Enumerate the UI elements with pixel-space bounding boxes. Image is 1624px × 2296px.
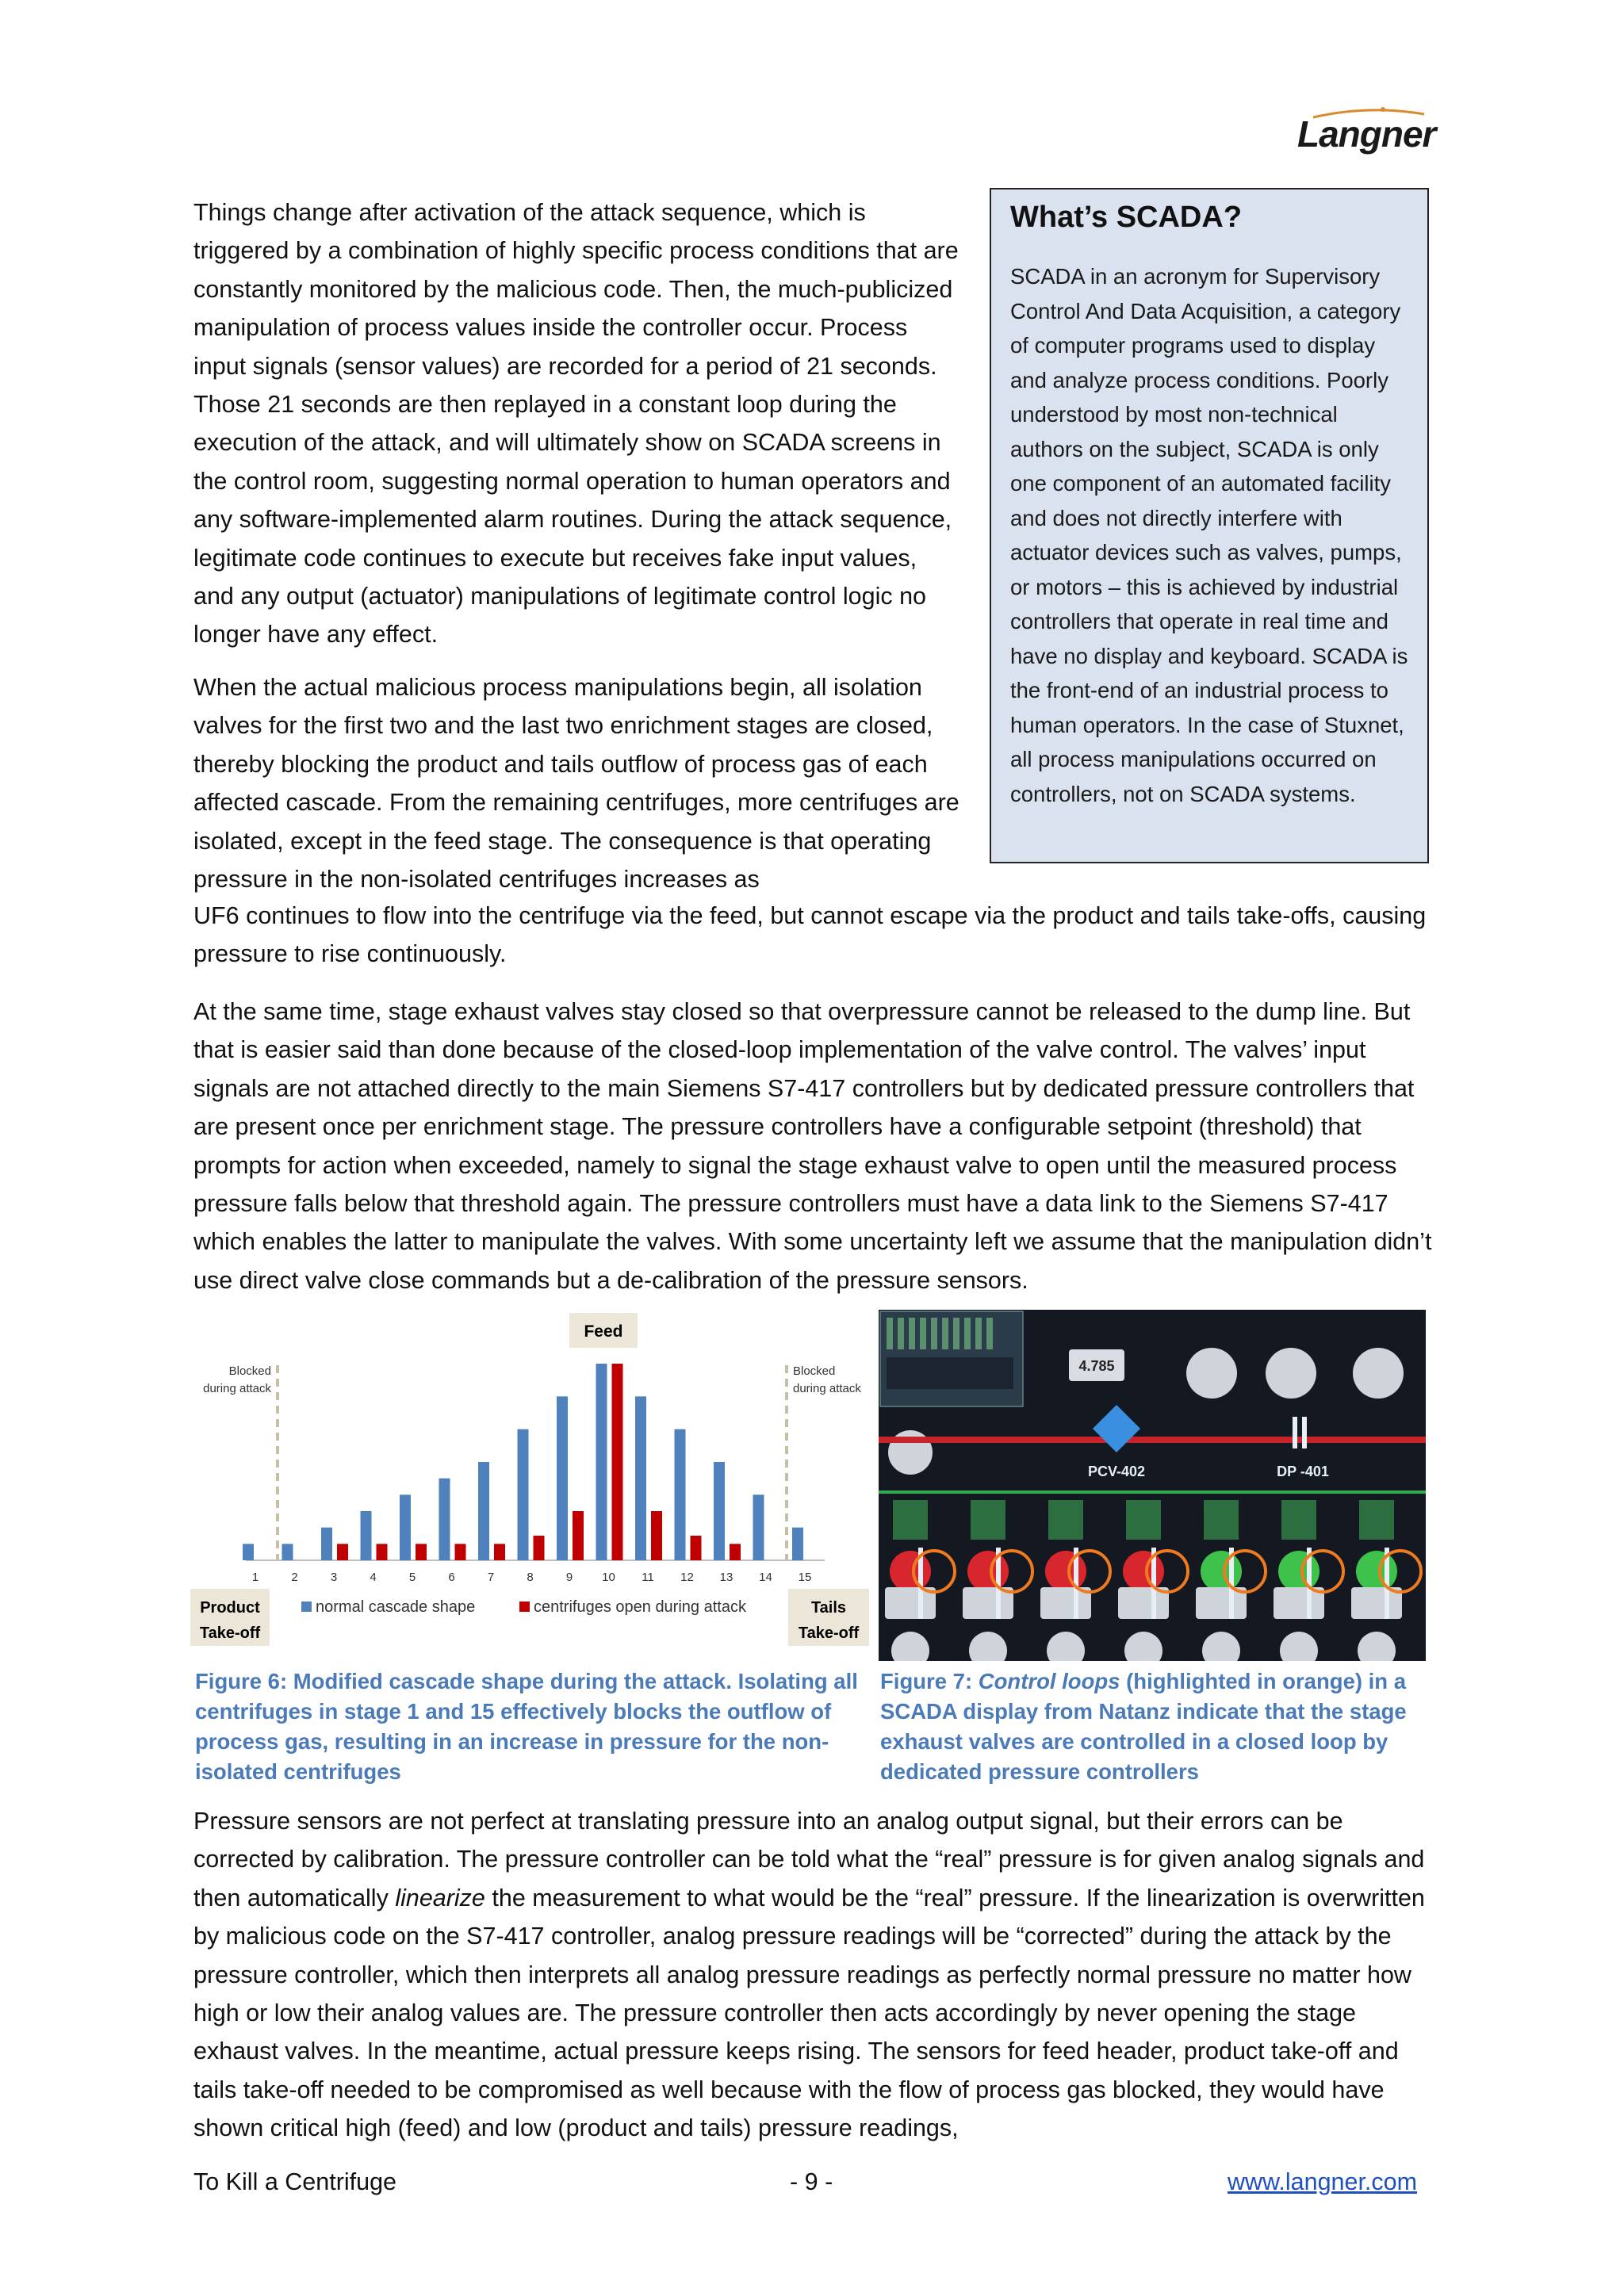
tails-label-line2: Take-off	[798, 1624, 860, 1642]
bar-normal-stage-7	[478, 1462, 489, 1560]
bar-normal-stage-4	[361, 1511, 372, 1560]
bar-attack-stage-4	[377, 1544, 388, 1560]
x-tick-label: 14	[759, 1571, 772, 1584]
x-tick-label: 15	[798, 1571, 812, 1584]
body-paragraph-4-emphasis: linearize	[395, 1884, 485, 1911]
x-tick-label: 13	[719, 1571, 733, 1584]
legend-label-attack: centrifuges open during attack	[534, 1598, 746, 1616]
info-box-text: SCADA in an acronym for Supervisory Control And Data Acquisition, a category of computer programs used to display and analyze process conditions. Poorly understood by most non-technical authors on the subject, SCADA is only one component of an automated facility and does not directly interfere with actuator devices such as valves, pumps, or motors – this is achieved by industrial controllers that operate in real time and have no display and keyboard. SCADA is the front-end of an industrial process to human operators. In the case of Stuxnet, all process manipulations occurred on controllers, not on SCADA systems.	[1010, 264, 1408, 806]
x-tick-label: 9	[565, 1571, 573, 1584]
bar-attack-stage-13	[730, 1544, 741, 1560]
x-tick-label: 3	[330, 1571, 338, 1584]
cascade-bar-chart	[190, 1308, 874, 1649]
x-tick-label: 1	[251, 1571, 259, 1584]
bar-normal-stage-1	[243, 1544, 254, 1560]
info-box-title: What’s SCADA?	[1010, 201, 1243, 234]
bar-attack-stage-8	[534, 1536, 545, 1560]
tails-label-line1: Tails	[810, 1599, 847, 1617]
x-tick-label: 2	[291, 1571, 298, 1584]
footer-website-link[interactable]: www.langner.com	[1228, 2168, 1418, 2195]
figure-7-caption-prefix: Figure 7:	[880, 1669, 979, 1693]
x-tick-label: 6	[448, 1571, 455, 1584]
product-label-line2: Take-off	[199, 1624, 261, 1642]
bar-attack-stage-9	[573, 1511, 584, 1560]
bar-attack-stage-11	[651, 1511, 662, 1560]
legend-label-normal: normal cascade shape	[316, 1598, 476, 1616]
figure-7-caption-emphasis: Control loops	[978, 1669, 1120, 1693]
gauge-value: 4.785	[1078, 1358, 1115, 1374]
bar-attack-stage-10	[612, 1364, 623, 1560]
bar-normal-stage-3	[321, 1528, 332, 1560]
bar-normal-stage-6	[439, 1479, 450, 1560]
bar-normal-stage-8	[518, 1429, 529, 1560]
figure-6-caption: Figure 6: Modified cascade shape during the attack. Isolating all centrifuges in stage 1 and 15 effectively blocks the outflow of process gas, resulting in an increase in pressure for the non-isolated centrifuges	[195, 1669, 858, 1784]
body-paragraph-4-part-a: Pressure sensors are not perfect at translating pressure into an analog output signal, but their errors can be corrected by calibration. The pressure controller can be told what the “real” pressure is for given analog signals and then automatically	[193, 1808, 1425, 1911]
x-tick-label: 5	[408, 1571, 416, 1584]
bar-attack-stage-3	[337, 1544, 348, 1560]
figure-7-caption-rest: (highlighted in orange) in a SCADA display from Natanz indicate that the stage exhaust valves are controlled in a closed loop by dedicated pressure controllers	[880, 1669, 1407, 1784]
bar-normal-stage-14	[753, 1494, 764, 1560]
x-tick-label: 10	[602, 1571, 615, 1584]
bar-attack-stage-7	[494, 1544, 505, 1560]
valve-label-pcv402: PCV-402	[1087, 1464, 1146, 1479]
x-tick-label: 4	[370, 1571, 377, 1584]
blocked-left-label-line1: Blocked	[228, 1364, 271, 1378]
body-paragraph-2-continued: UF6 continues to flow into the centrifuge via the feed, but cannot escape via the product and tails take-offs, causing pressure to rise continuously.	[193, 902, 1427, 968]
figure-6-chart	[190, 1308, 874, 1649]
bar-normal-stage-12	[675, 1429, 686, 1560]
legend-swatch-attack	[519, 1601, 530, 1612]
bar-normal-stage-10	[596, 1364, 607, 1560]
x-tick-label: 12	[680, 1571, 694, 1584]
logo-wordmark: Langner	[1297, 113, 1436, 155]
body-paragraph-4	[193, 1802, 1446, 2148]
bar-attack-stage-5	[416, 1544, 427, 1560]
blocked-left-label-line2: during attack	[203, 1382, 271, 1395]
product-label-line1: Product	[200, 1599, 260, 1617]
body-paragraph-1: Things change after activation of the attack sequence, which is triggered by a combination of highly specific process conditions that are constantly monitored by the malicious code. Then, the much-publicized manipulation of process values inside the controller occur. Process input signals (sensor values) are recorded for a period of 21 seconds. Those 21 seconds are then replayed in a constant loop during the execution of the attack, and will ultimately show on SCADA screens in the control room, suggesting normal operation to human operators and any software-implemented alarm routines. During the attack sequence, legitimate code continues to execute but receives fake input values, and any output (actuator) manipulations of legitimate control logic no longer have any effect.	[193, 199, 959, 649]
x-tick-label: 7	[487, 1571, 495, 1584]
figure-7-scada-screenshot	[879, 1310, 1426, 1661]
valve-label-dp401: DP -401	[1277, 1464, 1329, 1479]
blocked-right-label-line2: during attack	[793, 1382, 861, 1395]
body-paragraph-4-part-b: the measurement to what would be the “real” pressure. If the linearization is overwritten by malicious code on the S7-417 controller, analog pressure readings will be “corrected” during the attack by the pressure controller, which then interprets all analog pressure readings as perfectly normal pressure no matter how high or low their analog values are. The pressure controller then acts accordingly by never opening the stage exhaust valves. In the meantime, actual pressure keeps rising. The sensors for feed header, product take-off and tails take-off needed to be compromised as well because with the flow of process gas blocked, they would have shown critical high (feed) and low (product and tails) pressure readings,	[193, 1884, 1425, 2142]
footer-page-number: - 9 -	[790, 2168, 833, 2195]
bar-attack-stage-12	[691, 1536, 702, 1560]
footer-title: To Kill a Centrifuge	[193, 2168, 396, 2195]
x-tick-label: 11	[642, 1571, 654, 1584]
bar-normal-stage-5	[400, 1494, 411, 1560]
bar-normal-stage-11	[635, 1396, 646, 1560]
blocked-right-label-line1: Blocked	[793, 1364, 836, 1378]
body-paragraph-3: At the same time, stage exhaust valves stay closed so that overpressure cannot be released to the dump line. But that is easier said than done because of the closed-loop implementation of the valve control. The valves’ input signals are not attached directly to the main Siemens S7-417 controllers but by dedicated pressure controllers that are present once per enrichment stage. The pressure controllers have a configurable setpoint (threshold) that prompts for action when exceeded, namely to signal the stage exhaust valve to open until the measured process pressure falls below that threshold again. The pressure controllers must have a data link to the Siemens S7-417 which enables the latter to manipulate the valves. With some uncertainty left we assume that the manipulation didn’t use direct valve close commands but a de-calibration of the pressure sensors.	[193, 998, 1432, 1294]
x-tick-label: 8	[527, 1571, 534, 1584]
bar-attack-stage-6	[455, 1544, 466, 1560]
bar-normal-stage-13	[714, 1462, 725, 1560]
legend-swatch-normal	[301, 1601, 312, 1612]
bar-normal-stage-9	[557, 1396, 568, 1560]
scada-info-box	[990, 188, 1429, 863]
figure-7-caption	[880, 1667, 1435, 1787]
bar-normal-stage-15	[792, 1528, 803, 1560]
feed-label: Feed	[584, 1322, 623, 1341]
langner-logo	[1297, 103, 1434, 154]
bar-normal-stage-2	[282, 1544, 293, 1560]
body-paragraph-2: When the actual malicious process manipulations begin, all isolation valves for the first two and the last two enrichment stages are closed, thereby blocking the product and tails outflow of process gas of each affected cascade. From the remaining centrifuges, more centrifuges are isolated, except in the feed stage. The consequence is that operating pressure in the non-isolated centrifuges increases as	[193, 674, 959, 894]
scada-display-image	[879, 1310, 1426, 1661]
